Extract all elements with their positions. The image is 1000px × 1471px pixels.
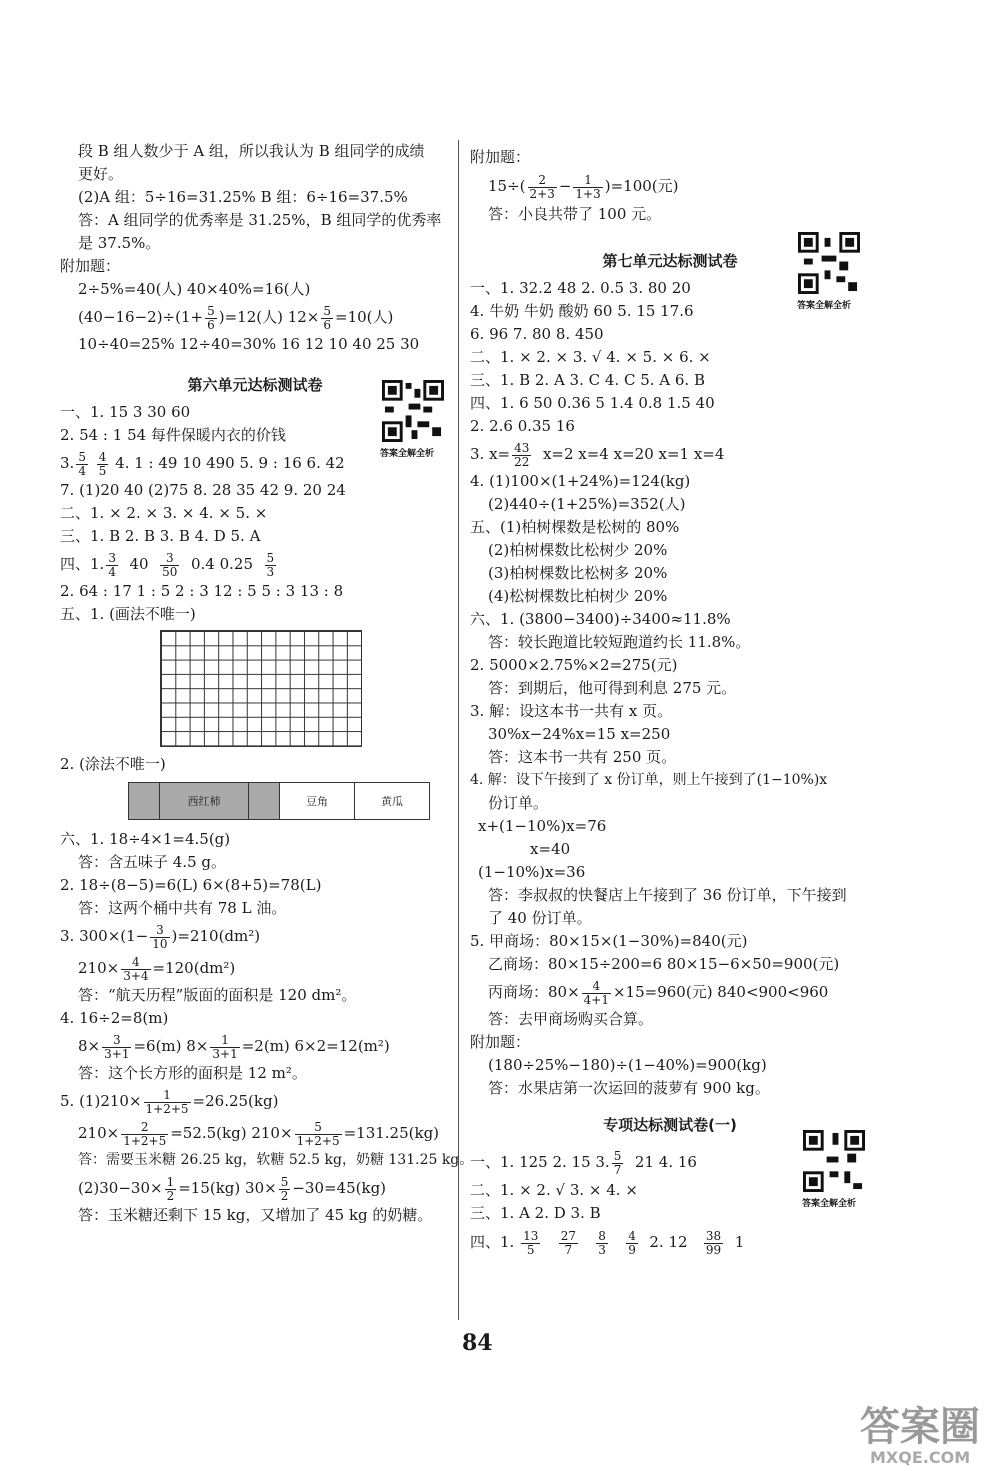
text-line: 答：小良共带了 100 元。 xyxy=(488,205,662,223)
text-line: 一、1. 32.2 48 2. 0.5 3. 80 20 xyxy=(470,279,691,297)
page-number: 84 xyxy=(462,1330,493,1356)
fraction: $\frac{1}{1+2+5}$ xyxy=(145,1087,189,1116)
text-line: x=40 xyxy=(530,840,571,858)
text-line: 三、1. B 2. B 3. B 4. D 5. A xyxy=(60,527,261,545)
section-title-unit6: 第六单元达标测试卷 xyxy=(187,376,323,394)
drawing-grid xyxy=(160,630,362,747)
fraction: $\frac{3}{3+1}$ xyxy=(104,1032,130,1061)
fraction: $\frac{13}{5}$ xyxy=(523,1228,539,1257)
fraction: $\frac{1}{2}$ xyxy=(166,1174,175,1203)
fraction: $\frac{3}{50}$ xyxy=(162,550,178,579)
text-line: 4. 解：设下午接到了 x 份订单，则上午接到了(1−10%)x xyxy=(470,772,828,788)
text-line: 答：这两个桶中共有 78 L 油。 xyxy=(78,899,287,917)
text-line: 四、1. $\frac{13}{5}$ $\frac{27}{7}$ $\frac{8}{3}$ $\frac{4}{9}$ 2. 12 $\frac{38}{99}$ 1 xyxy=(470,1228,745,1257)
text-line: 210× $\frac{2}{1+2+5}$ =52.5(kg) 210× $\frac{5}{1+2+5}$ =131.25(kg) xyxy=(78,1119,440,1148)
fraction: $\frac{4}{9}$ xyxy=(628,1228,636,1257)
text-line: 3. 解：设这本书一共有 x 页。 xyxy=(470,702,673,720)
text-line: (2)A 组：5÷16=31.25% B 组：6÷16=37.5% xyxy=(78,188,408,206)
text-line: 答：到期后，他可得到利息 275 元。 xyxy=(488,679,737,697)
text-line: (2)440÷(1+25%)=352(人) xyxy=(488,495,686,513)
text-line: 5. (1)210× $\frac{1}{1+2+5}$ =26.25(kg) xyxy=(60,1087,279,1116)
text-line: 五、(1)柏树棵数是松树的 80% xyxy=(470,518,680,536)
text-line: (180÷25%−180)÷(1−40%)=900(kg) xyxy=(488,1056,767,1074)
text-line: 4. (1)100×(1+24%)=124(kg) xyxy=(470,472,691,490)
text-line: 答：较长跑道比较短跑道约长 11.8%。 xyxy=(488,633,751,651)
text-line: 乙商场：80×15÷200=6 80×15−6×50=900(元) xyxy=(488,955,840,973)
text-line: 2. 2.6 0.35 16 xyxy=(470,417,575,435)
extra-question-label: 附加题： xyxy=(470,1033,531,1051)
text-line: 三、1. B 2. A 3. C 4. C 5. A 6. B xyxy=(470,371,705,389)
fraction: $\frac{4}{4+1}$ xyxy=(583,978,609,1007)
column-divider xyxy=(458,140,459,1320)
text-line: (1−10%)x=36 xyxy=(478,863,586,881)
fraction: $\frac{43}{22}$ xyxy=(514,440,530,469)
fraction: $\frac{5}{6}$ xyxy=(323,303,332,332)
extra-question-label: 附加题： xyxy=(60,257,121,275)
fraction: $\frac{5}{6}$ xyxy=(207,303,215,332)
section-title-unit7: 第七单元达标测试卷 xyxy=(602,252,738,270)
text-line: 答：这本书一共有 250 页。 xyxy=(488,748,677,766)
extra-question-label: 附加题： xyxy=(470,148,531,166)
text-line: (2)30−30× $\frac{1}{2}$ =15(kg) 30× $\frac{5}{2}$ −30=45(kg) xyxy=(78,1174,387,1203)
section-title-special: 专项达标测试卷(一) xyxy=(603,1116,737,1134)
text-line: 2. 54 : 1 54 每件保暖内衣的价钱 xyxy=(60,426,286,444)
text-line: 10÷40=25% 12÷40=30% 16 12 10 40 25 30 xyxy=(78,335,420,353)
text-line: 是 37.5%。 xyxy=(78,234,161,252)
text-line: 答：水果店第一次运回的菠萝有 900 kg。 xyxy=(488,1079,770,1097)
text-line: 2. 18÷(8−5)=6(L) 6×(8+5)=78(L) xyxy=(60,876,322,894)
text-line: 三、1. A 2. D 3. B xyxy=(470,1204,601,1222)
text-line: 答：含五味子 4.5 g。 xyxy=(78,853,226,871)
fraction: $\frac{4}{3+4}$ xyxy=(123,954,149,983)
qr-code-label: 答案全解全析 xyxy=(797,301,852,311)
bar-segment: 西红柿 xyxy=(160,783,250,819)
text-line: 答：李叔叔的快餐店上午接到了 36 份订单，下午接到 xyxy=(488,886,847,904)
text-line: 3. x= $\frac{43}{22}$ x=2 x=4 x=20 x=1 x=4 xyxy=(470,440,725,469)
text-line: 2. 64 : 17 1 : 5 2 : 3 12 : 5 5 : 3 13 : 8 xyxy=(60,582,344,600)
fraction: $\frac{1}{1+3}$ xyxy=(575,172,601,201)
text-line: 更好。 xyxy=(78,165,124,183)
text-line: 答：玉米糖还剩下 15 kg，又增加了 45 kg 的奶糖。 xyxy=(78,1206,433,1224)
text-line: 了 40 份订单。 xyxy=(488,909,592,927)
fraction: $\frac{2}{1+2+5}$ xyxy=(123,1119,167,1148)
text-line: 段 B 组人数少于 A 组，所以我认为 B 组同学的成绩 xyxy=(78,142,425,160)
left-column xyxy=(60,140,474,1227)
bar-segment xyxy=(129,783,160,819)
fraction: $\frac{3}{4}$ xyxy=(108,550,116,579)
right-column xyxy=(470,146,870,1259)
text-line: 2. (涂法不唯一) xyxy=(60,755,166,773)
qr-code-image xyxy=(803,1130,865,1192)
fraction: $\frac{27}{7}$ xyxy=(560,1228,576,1257)
text-line: x+(1−10%)x=76 xyxy=(478,817,607,835)
fraction: $\frac{5}{7}$ xyxy=(613,1148,622,1177)
qr-code-label: 答案全解全析 xyxy=(802,1199,857,1209)
text-line: 丙商场：80× $\frac{4}{4+1}$ ×15=960(元) 840<900<960 xyxy=(488,978,829,1007)
fraction: $\frac{5}{3}$ xyxy=(266,550,275,579)
watermark-url: MXQE.COM xyxy=(870,1448,971,1467)
text-line: 2÷5%=40(人) 40×40%=16(人) xyxy=(78,280,311,298)
text-line xyxy=(60,301,450,333)
text-line: 份订单。 xyxy=(488,794,549,812)
text-line: 四、1. $\frac{3}{4}$ 40 $\frac{3}{50}$ 0.4 0.25 $\frac{5}{3}$ xyxy=(60,550,275,579)
text-line: 7. (1)20 40 (2)75 8. 28 35 42 9. 20 24 xyxy=(60,481,346,499)
watermark-logo: 答案圈 xyxy=(860,1404,980,1450)
text-line: 2. 5000×2.75%×2=275(元) xyxy=(470,656,678,674)
text-line: 六、1. (3800−3400)÷3400≈11.8% xyxy=(470,610,731,628)
shaded-bar xyxy=(128,782,430,820)
qr-code-label: 答案全解全析 xyxy=(380,449,435,459)
text-line: 六、1. 18÷4×1=4.5(g) xyxy=(60,830,231,848)
text-line: 210× $\frac{4}{3+4}$ =120(dm²) xyxy=(78,954,236,983)
text-line: 四、1. 6 50 0.36 5 1.4 0.8 1.5 40 xyxy=(470,394,715,412)
fraction: $\frac{2}{2+3}$ xyxy=(529,172,555,201)
fraction: $\frac{3}{10}$ xyxy=(152,922,168,951)
fraction: $\frac{1}{3+1}$ xyxy=(212,1032,238,1061)
text-line: 答：去甲商场购买合算。 xyxy=(488,1010,654,1028)
text-line: 5. 甲商场：80×15×(1−30%)=840(元) xyxy=(470,932,748,950)
text-line: 答：这个长方形的面积是 12 m²。 xyxy=(78,1064,307,1082)
bar-segment xyxy=(249,783,280,819)
text-line: 3. $\frac{5}{4}$ $\frac{4}{5}$ 4. 1 : 49 10 490 5. 9 : 16 6. 42 xyxy=(60,449,345,478)
fraction: $\frac{5}{4}$ xyxy=(78,449,86,478)
qr-code-image xyxy=(382,380,444,442)
fraction: $\frac{38}{99}$ xyxy=(705,1228,722,1257)
text-line: 五、1. (画法不唯一) xyxy=(60,605,196,623)
text-line: 答：需要玉米糖 26.25 kg，软糖 52.5 kg，奶糖 131.25 kg。 xyxy=(78,1152,474,1168)
text-line: 一、1. 125 2. 15 3. $\frac{5}{7}$ 21 4. 16 xyxy=(470,1148,697,1177)
text-line: (3)柏树棵数比松树多 20% xyxy=(488,564,668,582)
text-line: 一、1. 15 3 30 60 xyxy=(60,403,191,421)
fraction: $\frac{5}{1+2+5}$ xyxy=(296,1119,340,1148)
text-line: 8× $\frac{3}{3+1}$ =6(m) 8× $\frac{1}{3+1}$ =2(m) 6×2=12(m²) xyxy=(78,1032,390,1061)
text-line: 二、1. × 2. × 3. √ 4. × 5. × 6. × xyxy=(470,348,711,366)
fraction: $\frac{5}{2}$ xyxy=(280,1174,289,1203)
text-line: 15÷( $\frac{2}{2+3}$ − $\frac{1}{1+3}$ )=100(元) xyxy=(488,172,679,201)
text-line: 3. 300×(1− $\frac{3}{10}$ )=210(dm²) xyxy=(60,922,261,951)
text-line: 二、1. × 2. × 3. × 4. × 5. × xyxy=(60,504,268,522)
expr: =10(人) xyxy=(335,308,394,326)
text-line: 二、1. × 2. √ 3. × 4. × xyxy=(470,1181,638,1199)
expr: )=12(人) 12× xyxy=(218,308,320,326)
text-line: 6. 96 7. 80 8. 450 xyxy=(470,325,604,343)
qr-code-image xyxy=(798,232,860,294)
text-line: 答：A 组同学的优秀率是 31.25%，B 组同学的优秀率 xyxy=(78,211,442,229)
fraction: $\frac{8}{3}$ xyxy=(598,1228,606,1257)
fraction: $\frac{4}{5}$ xyxy=(98,449,107,478)
text-line: 4. 牛奶 牛奶 酸奶 60 5. 15 17.6 xyxy=(470,302,694,320)
text-line: (2)柏树棵数比松树少 20% xyxy=(488,541,668,559)
text-line: 答：“航天历程”版面的面积是 120 dm²。 xyxy=(78,986,357,1004)
expr: (40−16−2)÷(1+ xyxy=(78,308,204,326)
text-line: 30%x−24%x=15 x=250 xyxy=(488,725,671,743)
text-line: (4)松树棵数比柏树少 20% xyxy=(488,587,668,605)
text-line: 4. 16÷2=8(m) xyxy=(60,1009,169,1027)
bar-segment: 豆角 xyxy=(280,783,355,819)
bar-segment: 黄瓜 xyxy=(355,783,429,819)
